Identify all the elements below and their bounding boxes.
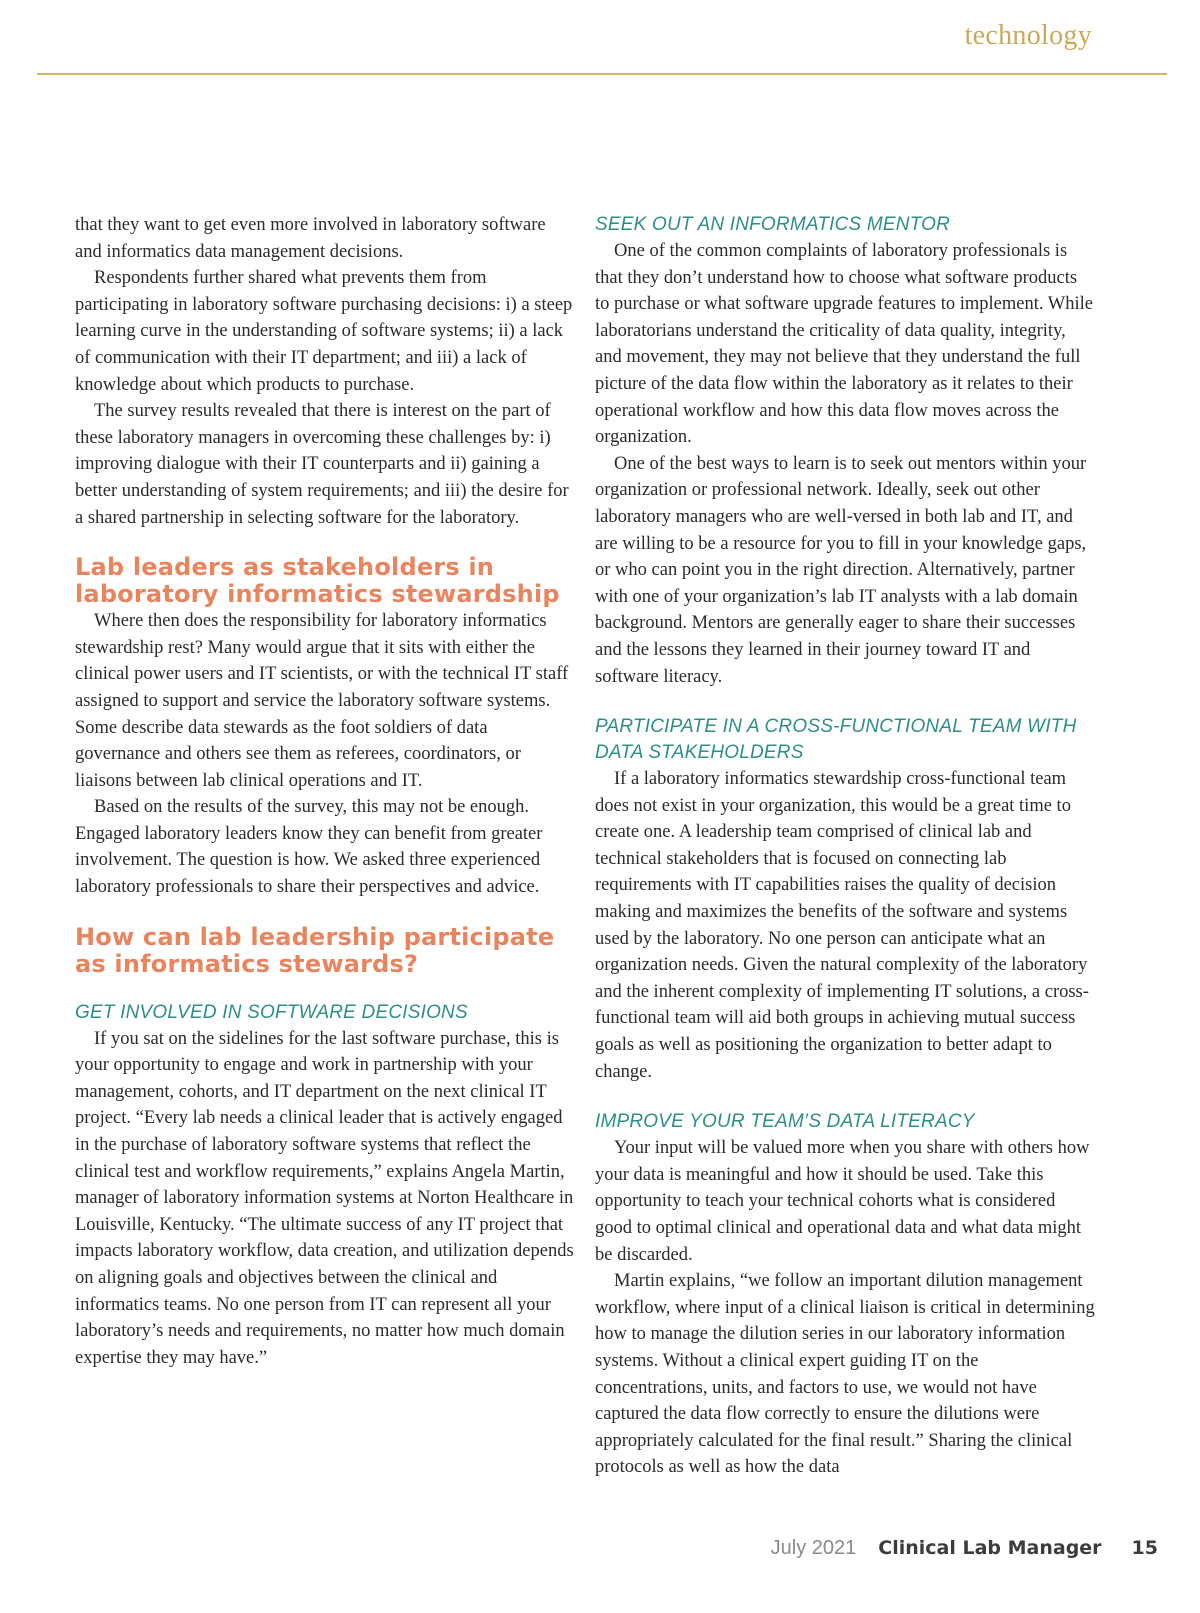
spacer (595, 1085, 1095, 1109)
page-footer (771, 1537, 1158, 1560)
spacer (75, 978, 575, 1000)
body-paragraph: Where then does the responsibility for laboratory informatics stewardship rest? Many would argue that it sits with either the clinical power users and IT scientists, or with the technical IT staff assigned to support and service the laboratory software systems. Some describe data stewards as the foot soldiers of data governance and others see them as referees, coordinators, or liaisons between lab clinical operations and IT. (75, 611, 569, 791)
body-paragraph: Based on the results of the survey, this may not be enough. Engaged laboratory leaders know they can benefit from greater involvement. The question is how. We asked three experienced laboratory professionals to share their perspectives and advice. (75, 797, 543, 898)
spacer (75, 531, 575, 554)
left-column (75, 212, 575, 1371)
body-paragraph: One of the best ways to learn is to seek out mentors within your organization or professional network. Ideally, seek out other laboratory managers who are well-versed in both lab and IT, and are willing to be a resource for you to fill in your knowledge gaps, or who can point you in the right direction. Alternatively, partner with one of your organization’s lab IT analysts with a lab domain background. Mentors are generally eager to share their successes and the lessons they learned in their journey toward IT and software literacy. (595, 453, 1087, 687)
body-paragraph: Your input will be valued more when you share with others how your data is meaningful and how it should be used. Take this opportunity to teach your technical cohorts what is considered good to optimal clinical and operational data and what data might be discarded. (595, 1138, 1090, 1265)
subheading: PARTICIPATE IN A CROSS-FUNCTIONAL TEAM WITH DATA STAKEHOLDERS (595, 716, 1077, 764)
subheading: SEEK OUT AN INFORMATICS MENTOR (595, 214, 951, 235)
section-heading: How can lab leadership participate as informatics stewards? (75, 922, 555, 978)
magazine-title: Clinical Lab Manager (878, 1537, 1102, 1559)
body-paragraph: Martin explains, “we follow an important dilution management workflow, where input of a clinical liaison is critical in determining how to manage the dilution series in our laboratory information systems. Without a clinical expert guiding IT on the concentrations, units, and factors to use, we would not have captured the data flow correctly to ensure the dilutions were appropriately calculated for the final result.” Sharing the clinical protocols as well as how the data (595, 1271, 1095, 1478)
body-paragraph: that they want to get even more involved in laboratory software and informatics data management decisions. (75, 215, 546, 262)
body-paragraph: Respondents further shared what prevents them from participating in laboratory software purchasing decisions: i) a steep learning curve in the understanding of software systems; ii) a lack of communication with their IT department; and iii) a lack of knowledge about which products to purchase. (75, 268, 573, 395)
body-paragraph: If a laboratory informatics stewardship cross-functional team does not exist in your organization, this would be a great time to create one. A leadership team comprised of clinical lab and technical stakeholders that is focused on connecting lab requirements with IT capabilities raises the quality of decision making and maximizes the benefits of the software and systems used by the laboratory. No one person can anticipate what an organization needs. Given the natural complexity of the laboratory and the inherent complexity of implementing IT solutions, a cross-functional team will aid both groups in achieving mutual success goals as well as positioning the organization to better adapt to change. (595, 769, 1089, 1082)
header-divider (37, 73, 1167, 75)
body-paragraph: One of the common complaints of laboratory professionals is that they don’t understand how to choose what software products to purchase or what software upgrade features to implement. While laboratorians understand the criticality of data quality, integrity, and movement, they may not believe that they understand the full picture of the data flow within the laboratory as it relates to their operational workflow and how this data flow moves across the organization. (595, 241, 1093, 448)
spacer (75, 901, 575, 924)
subheading: IMPROVE YOUR TEAM’S DATA LITERACY (595, 1111, 975, 1133)
page-number: 15 (1131, 1537, 1158, 1559)
spacer (595, 690, 1095, 714)
section-tag: technology (964, 20, 1092, 51)
section-heading: Lab leaders as stakeholders in laboratory informatics stewardship (75, 553, 560, 609)
subheading: GET INVOLVED IN SOFTWARE DECISIONS (75, 1001, 468, 1023)
body-paragraph: If you sat on the sidelines for the last software purchase, this is your opportunity to engage and work in partnership with your management, cohorts, and IT department on the next clinical IT project. “Every lab needs a clinical leader that is actively engaged in the purchase of laboratory software systems that reflect the clinical test and workflow requirements,” explains Angela Martin, manager of laboratory information systems at Norton Healthcare in Louisville, Kentucky. “The ultimate success of any IT project that impacts laboratory workflow, data creation, and utilization depends on aligning goals and objectives between the clinical and informatics teams. No one person from IT can represent all your laboratory’s needs and requirements, no matter how much domain expertise they may have.” (75, 1028, 574, 1368)
body-paragraph: The survey results revealed that there is interest on the part of these laboratory managers in overcoming these challenges by: i) improving dialogue with their IT counterparts and ii) gaining a better understanding of system requirements; and iii) the desire for a shared partnership in selecting software for the laboratory. (75, 401, 569, 528)
issue-date: July 2021 (770, 1537, 857, 1559)
right-column (595, 212, 1095, 1481)
